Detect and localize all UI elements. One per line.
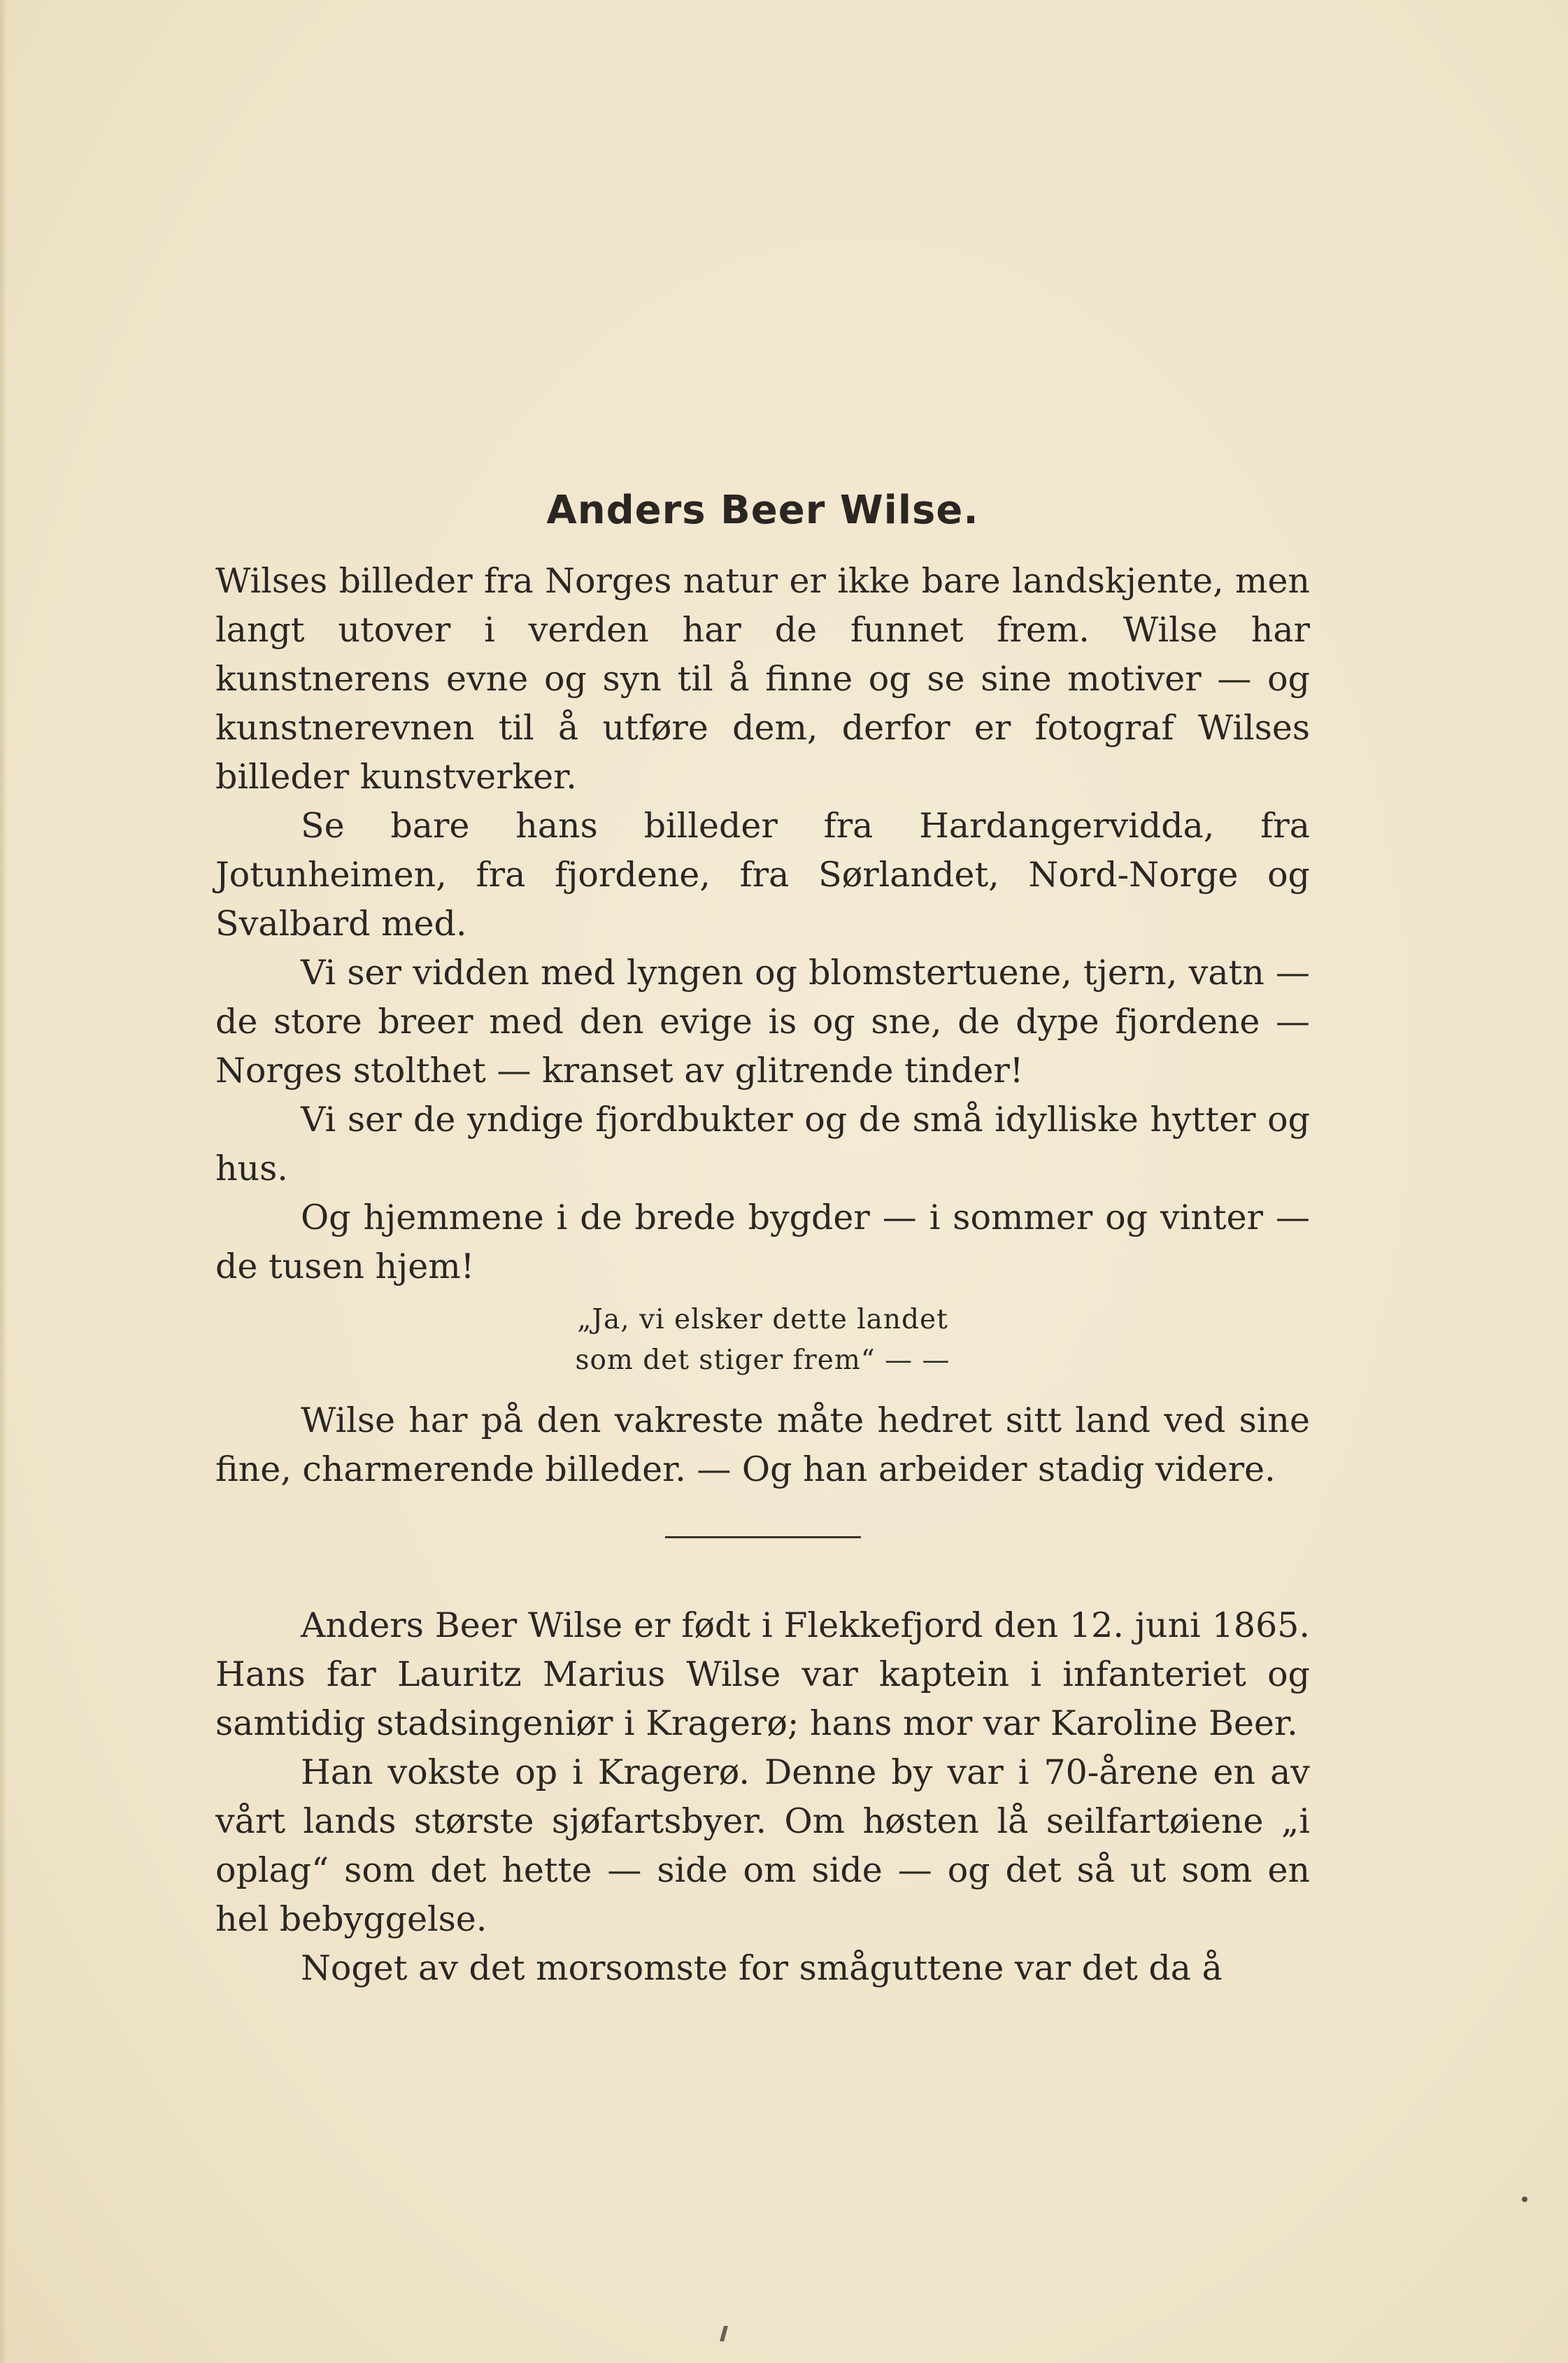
paragraph-8: Han vokste op i Kragerø. Denne by var i 70-årene en av vårt lands største sjøfartsbyer. Om høsten lå seilfartøiene „i oplag“ som det hette — side om side — og det så ut som en hel bebyggelse. xyxy=(215,1752,1310,1939)
page-mark xyxy=(720,2326,728,2341)
paragraph-2: Se bare hans billeder fra Hardangervidda, fra Jotunheimen, fra fjordene, fra Sørlandet, Nord-Norge og Svalbard med. xyxy=(215,806,1310,944)
page-title: Anders Beer Wilse. xyxy=(546,488,979,533)
paragraph-4: Vi ser de yndige fjordbukter og de små idylliske hytter og hus. xyxy=(215,1100,1310,1188)
section-divider xyxy=(665,1536,861,1538)
quote-line-2: som det stiger frem“ — — xyxy=(575,1344,950,1376)
document-page xyxy=(215,483,1310,1993)
paragraph-9: Noget av det morsomste for småguttene var det da å xyxy=(301,1948,1223,1988)
paragraph-5: Og hjemmene i de brede bygder — i sommer og vinter — de tusen hjem! xyxy=(215,1198,1310,1286)
quote-line-1: „Ja, vi elsker dette landet xyxy=(577,1304,948,1335)
page-edge-shadow xyxy=(0,0,7,2363)
paragraph-7: Anders Beer Wilse er født i Flekkefjord den 12. juni 1865. Hans far Lauritz Marius Wilse var kaptein i infanteriet og samtidig stadsingeniør i Kragerø; hans mor var Karoline Beer. xyxy=(215,1605,1310,1743)
paragraph-6: Wilse har på den vakreste måte hedret sitt land ved sine fine, charmerende billeder. — Og han arbeider stadig videre. xyxy=(215,1400,1310,1489)
paragraph-3: Vi ser vidden med lyngen og blomstertuene, tjern, vatn — de store breer med den evige is og sne, de dype fjordene — Norges stolthet — kranset av glitrende tinder! xyxy=(215,953,1310,1091)
paragraph-1: Wilses billeder fra Norges natur er ikke bare landskjente, men langt utover i verden har de funnet frem. Wilse har kunstnerens evne og syn til å finne og se sine motiver — og kunstnerevnen til å utføre dem, derfor er fotograf Wilses billeder kunstverker. xyxy=(215,561,1310,797)
song-quote xyxy=(215,1300,1310,1381)
paper-speck xyxy=(1522,2197,1527,2202)
